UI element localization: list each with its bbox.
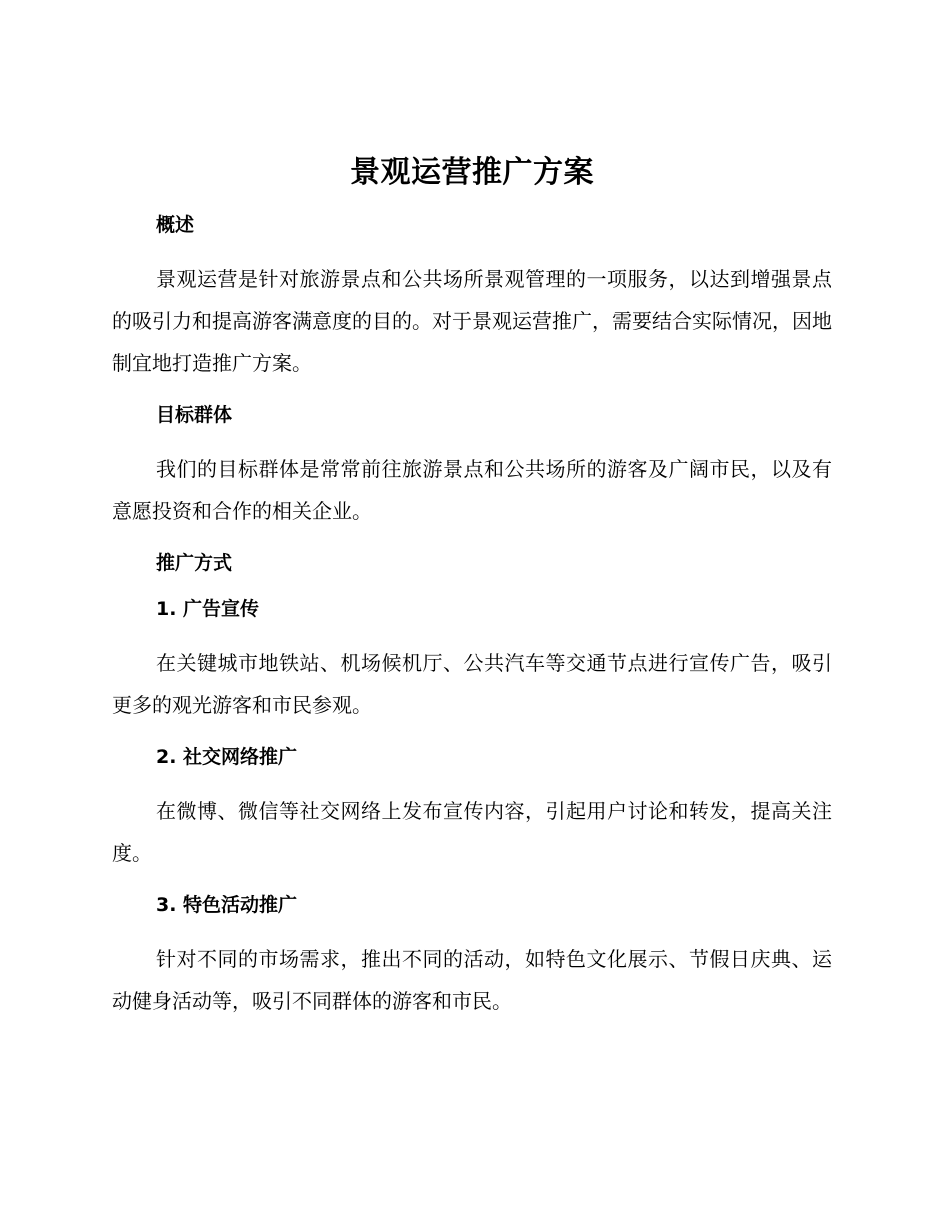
- section-heading-overview: 概述: [156, 214, 195, 236]
- section-body-target-group: 我们的目标群体是常常前往旅游景点和公共场所的游客及广阔市民，以及有意愿投资和合作的相关企业。: [112, 457, 832, 523]
- section-body-overview: 景观运营是针对旅游景点和公共场所景观管理的一项服务，以达到增强景点的吸引力和提高游客满意度的目的。对于景观运营推广，需要结合实际情况，因地制宜地打造推广方案。: [112, 267, 832, 375]
- section-body-social-network: 在微博、微信等社交网络上发布宣传内容，引起用户讨论和转发，提高关注度。: [112, 799, 832, 865]
- section-heading-social-network: 2. 社交网络推广: [156, 746, 298, 768]
- section-body-advertising: 在关键城市地铁站、机场候机厅、公共汽车等交通节点进行宣传广告，吸引更多的观光游客和市民参观。: [112, 651, 832, 717]
- section-heading-advertising: 1. 广告宣传: [156, 598, 260, 620]
- section-body-special-events: 针对不同的市场需求，推出不同的活动，如特色文化展示、节假日庆典、运动健身活动等，吸引不同群体的游客和市民。: [112, 947, 832, 1013]
- document-title: 景观运营推广方案: [350, 155, 594, 190]
- section-heading-special-events: 3. 特色活动推广: [156, 894, 298, 916]
- section-heading-promotion-methods: 推广方式: [156, 552, 233, 574]
- section-heading-target-group: 目标群体: [156, 404, 233, 426]
- document-page: [112, 150, 832, 1022]
